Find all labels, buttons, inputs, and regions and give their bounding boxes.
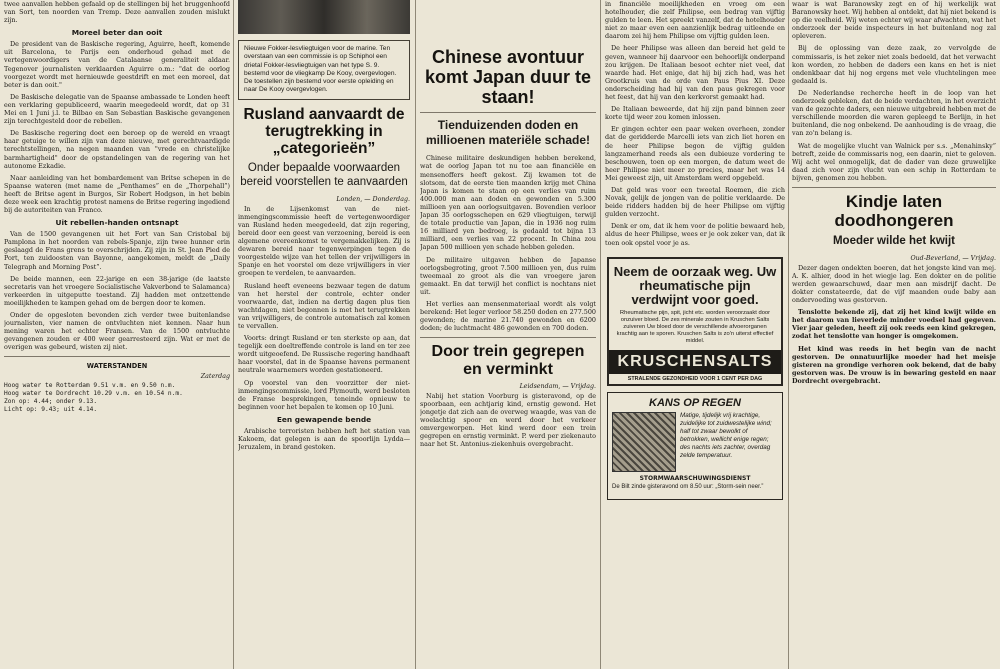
- column-philipse: [605, 0, 785, 669]
- column-divider: [788, 0, 789, 669]
- headline-rusland: Rusland aanvaardt de terugtrekking in „categorieën”: [243, 105, 405, 157]
- kruschen-advertisement: [607, 257, 783, 386]
- weather-footer: STORMWAARSCHUWINGSDIENST: [639, 474, 751, 482]
- article-text: twee aanvallen hebben gefaald op de stellingen bij het bruggenhoofd van Sort, ten noorden van Tremp. Deze aanvallen zouden mislukt zijn.: [4, 0, 230, 25]
- news-photo: [238, 0, 410, 34]
- divider: [4, 356, 230, 357]
- tide-row: Hoog water te Rotterdam 9.51 v.m. en 9.50 n.m.: [4, 382, 176, 390]
- weather-illustration: [612, 412, 676, 472]
- article-text: Bij de oplossing van deze zaak, zo vervolgde de commissaris, is het zeker niet zoals bedoeld, dat het verwacht kon worden, zo hebben de daders een kans en het is niet ondenkbaar dat hij nog ergens met vele vluchtelingen mee gedaald is.: [792, 44, 996, 85]
- weather-box: [607, 392, 783, 500]
- article-text: Tenslotte bekende zij, dat zij het kind kwijt wilde en het daarom van lieverlede minder voedsel had gegeven. Vier jaar geleden, heeft zij ook reeds een kind gekregen, zodat het tenslotte van honger is omgekomen.: [792, 308, 996, 341]
- headline-trein: Door trein gegrepen en verminkt: [431, 343, 585, 378]
- weather-text: Matige, tijdelijk vrij krachtige, zuidelijke tot zuidwestelijke wind; half tot zwaar bewolkt of betrokken, wellicht enige regen; des nachts iets zachter, overdag zelde temperatuur.: [680, 411, 772, 459]
- article-text: De Nederlandse recherche heeft in de loop van het onderzoek gebleken, dat de beide verdachten, in het overzicht van de gezochte daders, een nieuwe uitgebreid hebben met de verschillende moorden die waren gepleegd te Berlijn, in het buitenland, die nog onbekend. De aanhouding is de vraag, die van zo'n belang is.: [792, 88, 996, 138]
- article-text: Naar aanleiding van het bombardement van Britse schepen in de Spaanse wateren (met name de „Penthames” en de „Thorpehall”) heeft de Britse agent in Burgos, Sir Robert Hodgson, in het bebin deze week een krachtig protest namens de Britse regering ingediend bij de autoriteiten van Franco.: [4, 173, 230, 215]
- article-text: Dat geld was voor een tweetal Roemen, die zich Novak, gelijk de jongen van de politie verklaarde. De beide ridders hadden bij de heer Philipse om vijftig gulden verzocht.: [605, 185, 785, 219]
- ad-tagline: STRALENDE GEZONDHEID VOOR 1 CENT PER DAG: [627, 375, 763, 382]
- article-text: Arabische terroristen hebben heft het station van Kakoem, dat gelegen is aan de spoorlijn Lydda—Jeruzalem, in brand gestoken.: [238, 426, 410, 452]
- ad-brand-logo: KRUSCHENSALTS: [609, 350, 781, 374]
- deck-chinese: Tienduizenden doden en millioenen materiële schade!: [425, 118, 591, 148]
- column-kindje: [792, 0, 996, 669]
- article-text: De Baskische delegatie van de Spaanse ambassade te Londen heeft een verklaring gepubliceerd, waarin meegedeeld wordt, dat op 31 Mei en 1 Juni j.l. te Bilbao en San Sebastian Baskische gevangenen zijn terechtgesteld door de rebellen.: [4, 92, 230, 126]
- article-text: Wat de mogelijke vlucht van Walnick per s.s. „Menahinsky” betreft, zeide de commissaris nog, een daarin, niet te geloven. Wij acht wel onmogelijk, dat de dader van deze gruwelijke daad zich voor zijn vlucht van een schip in Rotterdam te bijven, genomen zou hebben.: [792, 141, 996, 182]
- column-divider: [233, 0, 234, 669]
- article-text: waar is wat Baranowsky zegt en of hij werkelijk wat Baranowsky heet. Wij hebben al ontdekt, dat hij niet bekend is op die veelheid. Wij weten echter wij waar afwachten, wat het onderzoek der beide inspecteurs in het buitenland nog zal opleveren.: [792, 0, 996, 41]
- headline-kindje: Kindje laten doodhongeren: [834, 191, 954, 230]
- deck-rusland: Onder bepaalde voorwaarden bereid voorstellen te aanvaarden: [240, 161, 408, 189]
- article-text: Er gingen echter een paar weken overheen, zonder dat de geridderde Marcelli iets van zich liet horen en de heer Philipse begon de vijftig gulden langzamerhand reeds als een dubieuze vordering te beschouwen, toen op een morgen, de datum weet de heer Philipse niet meer zo precies, maar het was 14 Mei geweest zijn, uit Amsterdam werd opgebeld.: [605, 125, 785, 182]
- article-text: De militaire uitgaven hebben de Japanse oorlogsbegroting, groot 7.500 millioen yen, dus ruim tweemaal zo groot als die van vroegere jaren gemaakt. En dat terwijl het conflict is nochtans niet uit.: [420, 255, 596, 296]
- article-text: Voorts: dringt Rusland er ten sterkste op aan, dat tegelijk een doeltreffende controle is land en ter zee wordt uitgeoefend. De Russische regering handhaaft haar voorstel, dat in de Spaanse havens permanent neutrale waarnemers worden gestationeerd.: [238, 334, 410, 375]
- article-text: De heer Philipse was alleen dan bereid het geld te geven, wanneer hij daarvoor een behoorlijk onderpand zou krijgen. De Italiaan besoot echter niet veel, dat waarde had. Het enige, dat hij bij zich had, was het Grootkruis van de orde van Paus Pius XI. Deze onderscheiding had hij van den paus gekregen voor het feest, dat hij van den kerkvorst gemaakt had.: [605, 44, 785, 102]
- deck-kindje: Moeder wilde het kwijt: [832, 235, 956, 248]
- article-text: De beide mannen, een 22-jarige en een 38-jarige (de laatste secretaris van het vroegere Socialistische Vakverbond te Salamanca) verkeerden in uitgeputte toestand. Zij hadden met ontzettende moeilijkheden te kampen gehad om de bergen door te komen.: [4, 274, 230, 307]
- column-divider: [415, 0, 416, 669]
- article-text: Dezer dagen ondekten boeren, dat het jongste kind van mej. A. K. alhier, dood in het wiegje lag. Een dokter en de politie werden gewaarschuwd, daar men aan misdrijf dacht. De dokter constateerde, dat de vijf maanden oude baby aan ondervoeding was gestorven.: [792, 263, 996, 305]
- column-russia: [238, 0, 410, 669]
- article-text: Het verlies aan mensenmateriaal wordt als volgt berekend: Het leger verloor 58.250 doden en 277.500 gewonden; de marine 21.740 gewonden en 6200 doden; de luchtmacht 486 gewonden en 700 doden.: [420, 299, 596, 333]
- article-text: In de Lijsenkomst van de niet-inmengingscommissie heeft de vertegenwoordiger van Rusland heden meegedeeld, dat zijn regering, bereid door een geest van verzoening, bereid is een algemene overeenkomst te vergemakkelijken. Zij is dewaren bereid naar tegenwerpingen tegen de voorgestelde wijze van het tellen der vrijwilligers in Spanje en het voorstel om deze vrijwilligers in vier groepen te verdelen, te aanvaarden.: [238, 204, 410, 278]
- article-text: Op voorstel van den voorzitter der niet-inmengingscommissie, lord Plymouth, werd besloten de Franse besprekingen, teneinde opnieuw te beginnen voor het bepalen te komen op 10 Juni.: [238, 378, 410, 411]
- dateline: Leidsendam, — Vrijdag.: [519, 382, 596, 390]
- article-text: Denk er om, dat ik hem voor de politie bewaard heb, aldus de heer Philipse, wees er je ook zeker van, dat ik toen ook opstel voor je as.: [605, 222, 785, 247]
- divider: [420, 112, 596, 113]
- tide-row: Hoog water te Dordrecht 10.29 v.m. en 10.54 n.m.: [4, 390, 183, 398]
- article-text: Chinese militaire deskundigen hebben berekend, wat de oorlog Japan tot nu toe aan financiële en mensenoffers heeft gekost. Zij kwamen tot de slotsom, dat de eerste tien maanden krijg met China Japan is komen te staan op een verlies van ruim 400.000 man aan doden en gewonden en 5.300 millioen yen aan oorlogsuitgaven. Bovendien verloor Japan 35 oorlogsschepen en 629 vliegtuigen, terwijl de totale productie van Japan, die in 1936 nog ruim 16 milliard yen bedroeg, is gedaald tot bijna 13 milliard, een verlies van 22 procent. In China zou Japan 500 millioen yen schade hebben geleden.: [420, 154, 596, 252]
- divider: [792, 187, 996, 188]
- article-text: De president van de Baskische regering, Aguirre, heeft, komende uit Barcelona, te Parijs een onderhoud gehad met de vertegenwoordigers van de Catalaanse generaliteit aldaar. Tegenover journalisten verklaarden Aguirre o.m.: "dat de oorlog voorgezet wordt met hernieuwde geestdrift en met een moreel, dat beter is dan ooit.": [4, 40, 230, 89]
- divider: [420, 337, 596, 338]
- article-text: Het kind was reeds in het begin van de nacht gestorven. De onnatuurlijke moeder had het meisje gisteren na grondige verhoren ook bekend, dat de baby gestorven was. De vrouw is in bewaring gesteld en naar Dordrecht overgebracht.: [792, 344, 996, 385]
- ad-body: Rheumatische pijn, spit, jicht etc. worden veroorzaakt door onzuiver bloed. De zes minerale zouten in Kruschen Salts zuiveren Uw bloed door de verschillende afvoerorganen krachtig aan te sporen. Kruschen Salts is zo'n uiterst effectief middel.: [616, 309, 774, 344]
- tide-row: Zon op: 4.44; onder 9.13.: [4, 398, 98, 406]
- subheading-ontsnapt: Uit rebellen-handen ontsnapt: [55, 218, 179, 228]
- tide-table: [4, 382, 230, 414]
- dateline: Oud-Beverland, — Vrijdag.: [910, 254, 996, 262]
- tide-row: Licht op: 9.43; uit 4.14.: [4, 406, 98, 414]
- photo-caption: Nieuwe Fokker-lesvliegtuigen voor de marine. Ten overstaan van een commissie is op Schiphol een drietal Fokker-lesvliegtuigen van het type S. 9. bestemd voor de vliegkamp De Kooy, overgevlogen. De toestellen zijn bestemd voor eerste opleiding en naar De Kooy overgevlogen.: [238, 40, 410, 100]
- weather-title: KANS OP REGEN: [649, 396, 741, 409]
- column-divider: [600, 0, 601, 669]
- article-text: De Italiaan beweerde, dat hij zijn pand binnen zeer korte tijd weer zou komen inlossen.: [605, 105, 785, 122]
- article-text: De Baskische regering doet een beroep op de wereld en vraagt haar getuige te willen zijn van deze nieuwe, met gerechtvaardigde terechtstellingen, na negen maanden van "vrede en christelijke barmhartigheid" door de opstandelingen van de regering van het autonome Ezkadie.: [4, 129, 230, 170]
- article-text: Rusland heeft eveneens bezwaar tegen de datum van het herstel der controle, echter onder voorwaarde, dat, indien na dertig dagen plus tien wachtdagen, niet begonnen is met het terugtrekken van vrijwilligers, de controle automatisch zal komen te vervallen.: [238, 281, 410, 330]
- article-text: in financiële moeilijkheden en vroeg om een hotelhouder, die zelf Philipse, een bedrag van vijftig gulden te leen. Het spreekt vanzelf, dat de hotelhouder niet zo maar even een aanzienlijk bedrag uitleende en daarom zei hij hem Philipse om vijftig gulden leen.: [605, 0, 785, 41]
- column-japan: [420, 0, 596, 669]
- article-text: Onder de opgesloten bevonden zich verder twee buitenlandse journalisten, vier namen de ontvluchten niet kennen. Naar hun mening waren het echter Fransen. Van de 1500 ontvluchte gevangenen zouden er 400 weer gearresteerd zijn. Wat er met de overigen was gebeurd, wisten zij niet.: [4, 311, 230, 352]
- subheading-moreel: Moreel beter dan ooit: [71, 28, 163, 38]
- headline-chinese: Chinese avontuur komt Japan duur te staan!: [424, 47, 592, 107]
- weather-footer-text: De Bilt zinde gisteravond om 8.50 uur: „Storm-sein neer.”: [612, 483, 764, 490]
- tide-title: WATERSTANDEN: [86, 362, 148, 371]
- ad-headline: Neem de oorzaak weg. Uw rheumatische pijn verdwijnt voor goed.: [613, 263, 777, 307]
- dateline: Londen, — Donderdag.: [336, 195, 410, 203]
- article-text: Nabij het station Voorburg is gisteravond, op de spoorbaan, een achtjarig kind, ernstig gewond. Het jongetje dat zich aan de overweg waagde, was van de woelachtig spoor en werd door het verkeer omvergeworpen. Het kind werd door een trein gegrepen en ernstig verminkt. P. werd per ziekenauto naar het St. Antonius-ziekenhuis overgebracht.: [420, 391, 596, 449]
- tide-day: Zaterdag: [200, 373, 230, 381]
- article-text: Van de 1500 gevangenen uit het Fort van San Cristobal bij Pamplona in het noorden van rebels-Spanje, zijn twee hunner erin geslaagd de Frans grens te overschrijden. Zij zijn in St. Jean Pied de Port, ten zuidoosten van Bayonne, aangekomen, meldt de „Daily Telegraph and Morning Post”.: [4, 230, 230, 271]
- column-spain-war: [4, 0, 230, 669]
- subheading-bende: Een gewapende bende: [276, 414, 372, 424]
